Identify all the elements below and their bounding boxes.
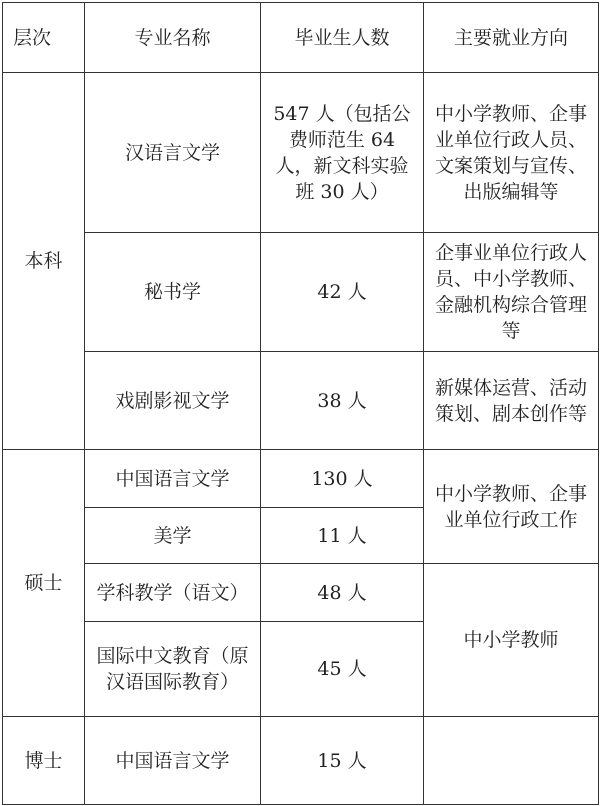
level-master: 硕士 bbox=[3, 450, 85, 717]
table-row bbox=[3, 450, 599, 508]
table-row bbox=[3, 717, 599, 805]
count-cell: 130 人 bbox=[261, 450, 424, 508]
count-cell: 15 人 bbox=[261, 717, 424, 805]
direction-cell: 企事业单位行政人员、中小学教师、金融机构综合管理等 bbox=[424, 233, 599, 352]
major-cell: 中国语言文学 bbox=[85, 450, 261, 508]
direction-cell: 中小学教师 bbox=[424, 564, 599, 717]
graduates-table bbox=[2, 2, 599, 805]
major-cell: 中国语言文学 bbox=[85, 717, 261, 805]
major-cell: 汉语言文学 bbox=[85, 73, 261, 233]
count-cell: 38 人 bbox=[261, 352, 424, 450]
level-undergrad: 本科 bbox=[3, 73, 85, 450]
table-row bbox=[3, 233, 599, 352]
direction-cell: 新媒体运营、活动策划、剧本创作等 bbox=[424, 352, 599, 450]
header-direction: 主要就业方向 bbox=[424, 3, 599, 73]
header-major: 专业名称 bbox=[85, 3, 261, 73]
count-cell: 11 人 bbox=[261, 508, 424, 564]
header-row bbox=[3, 3, 599, 73]
table-row bbox=[3, 352, 599, 450]
major-cell: 美学 bbox=[85, 508, 261, 564]
major-cell: 戏剧影视文学 bbox=[85, 352, 261, 450]
count-cell: 42 人 bbox=[261, 233, 424, 352]
major-cell: 国际中文教育（原汉语国际教育） bbox=[85, 622, 261, 717]
direction-cell bbox=[424, 717, 599, 805]
count-cell: 48 人 bbox=[261, 564, 424, 622]
count-cell: 547 人（包括公费师范生 64 人，新文科实验班 30 人） bbox=[261, 73, 424, 233]
direction-cell: 中小学教师、企事业单位行政工作 bbox=[424, 450, 599, 564]
count-cell: 45 人 bbox=[261, 622, 424, 717]
table-row bbox=[3, 564, 599, 622]
header-count: 毕业生人数 bbox=[261, 3, 424, 73]
header-level: 层次 bbox=[3, 3, 85, 73]
major-cell: 秘书学 bbox=[85, 233, 261, 352]
table-row bbox=[3, 73, 599, 233]
level-doctor: 博士 bbox=[3, 717, 85, 805]
major-cell: 学科教学（语文） bbox=[85, 564, 261, 622]
direction-cell: 中小学教师、企事业单位行政人员、文案策划与宣传、出版编辑等 bbox=[424, 73, 599, 233]
